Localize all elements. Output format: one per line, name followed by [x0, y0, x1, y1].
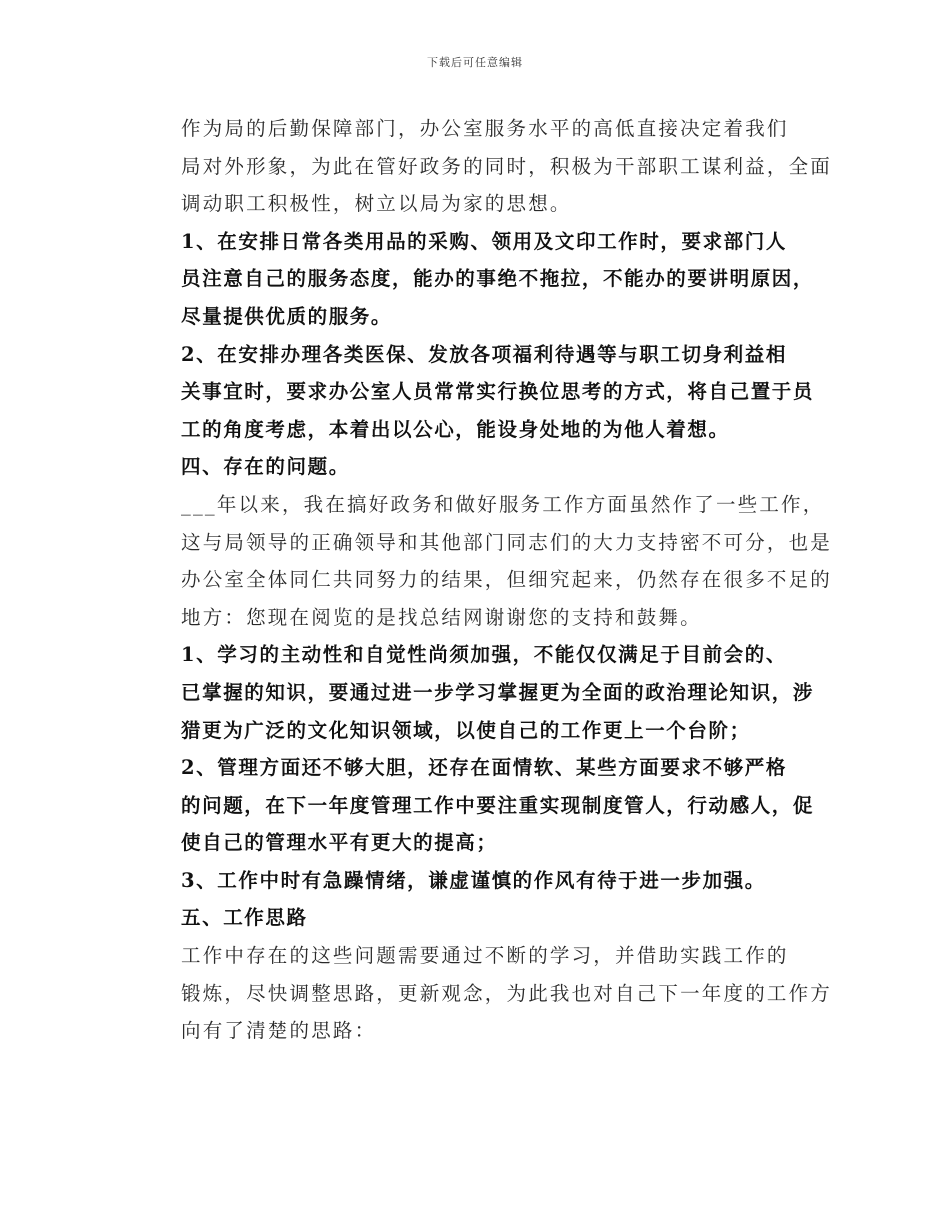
text-line: 作为局的后勤保障部门，办公室服务水平的高低直接决定着我们 [181, 117, 789, 140]
text-line: 工的角度考虑，本着出以公心，能设身处地的为他人着想。 [181, 417, 730, 441]
text-line: 3、工作中时有急躁情绪，谦虚谨慎的作风有待于进一步加强。 [181, 868, 766, 892]
text-line: 办公室全体同仁共同努力的结果，但细究起来，仍然存在很多不足的 [181, 568, 833, 592]
text-line: 1、在安排日常各类用品的采购、领用及文印工作时，要求部门人 [181, 229, 787, 253]
text-line: 地方：您现在阅览的是找总结网谢谢您的支持和鼓舞。 [181, 605, 702, 629]
text-line: 关事宜时，要求办公室人员常常实行换位思考的方式，将自己置于员 [181, 380, 815, 404]
section-heading [142, 899, 810, 937]
text-line: ___年以来，我在搞好政务和做好服务工作方面虽然作了一些工作， [181, 492, 825, 516]
text-line: 尽量提供优质的服务。 [181, 304, 393, 328]
text-line: 2、在安排办理各类医保、发放各项福利待遇等与职工切身利益相 [181, 342, 787, 366]
section-heading [142, 448, 810, 486]
paragraph [142, 486, 833, 636]
text-line: 工作中存在的这些问题需要通过不断的学习，并借助实践工作的 [181, 944, 789, 968]
paragraph [142, 862, 810, 900]
text-line: 锻炼，尽快调整思路，更新观念，为此我也对自己下一年度的工作方 [181, 981, 833, 1005]
text-line: 的问题，在下一年度管理工作中要注重实现制度管人，行动感人，促 [181, 793, 815, 817]
paragraph [142, 937, 833, 1050]
text-line: 1、学习的主动性和自觉性尚须加强，不能仅仅满足于目前会的、 [181, 643, 787, 667]
header-note: 下载后可任意编辑 [427, 56, 523, 69]
paragraph [142, 223, 815, 336]
text-line: 四、存在的问题。 [181, 455, 350, 479]
text-line: 2、管理方面还不够大胆，还存在面情软、某些方面要求不够严格 [181, 756, 787, 780]
document-body [142, 110, 833, 1050]
text-line: 五、工作思路 [181, 906, 308, 930]
text-line: 调动职工积极性，树立以局为家的思想。 [181, 192, 572, 216]
text-line: 这与局领导的正确领导和其他部门同志们的大力支持密不可分，也是 [181, 530, 833, 554]
paragraph [142, 636, 815, 749]
paragraph [142, 336, 815, 449]
text-line: 已掌握的知识，要通过进一步学习掌握更为全面的政治理论知识，涉 [181, 680, 815, 704]
text-line: 向有了清楚的思路： [181, 1019, 377, 1043]
text-line: 猎更为广泛的文化知识领域，以使自己的工作更上一个台阶； [181, 718, 751, 742]
text-line: 员注意自己的服务态度，能办的事绝不拖拉，不能办的要讲明原因， [181, 267, 815, 291]
paragraph [142, 110, 833, 223]
text-line: 局对外形象，为此在管好政务的同时，积极为干部职工谋利益，全面 [181, 154, 833, 178]
text-line: 使自己的管理水平有更大的提高； [181, 831, 498, 855]
paragraph [142, 749, 815, 862]
